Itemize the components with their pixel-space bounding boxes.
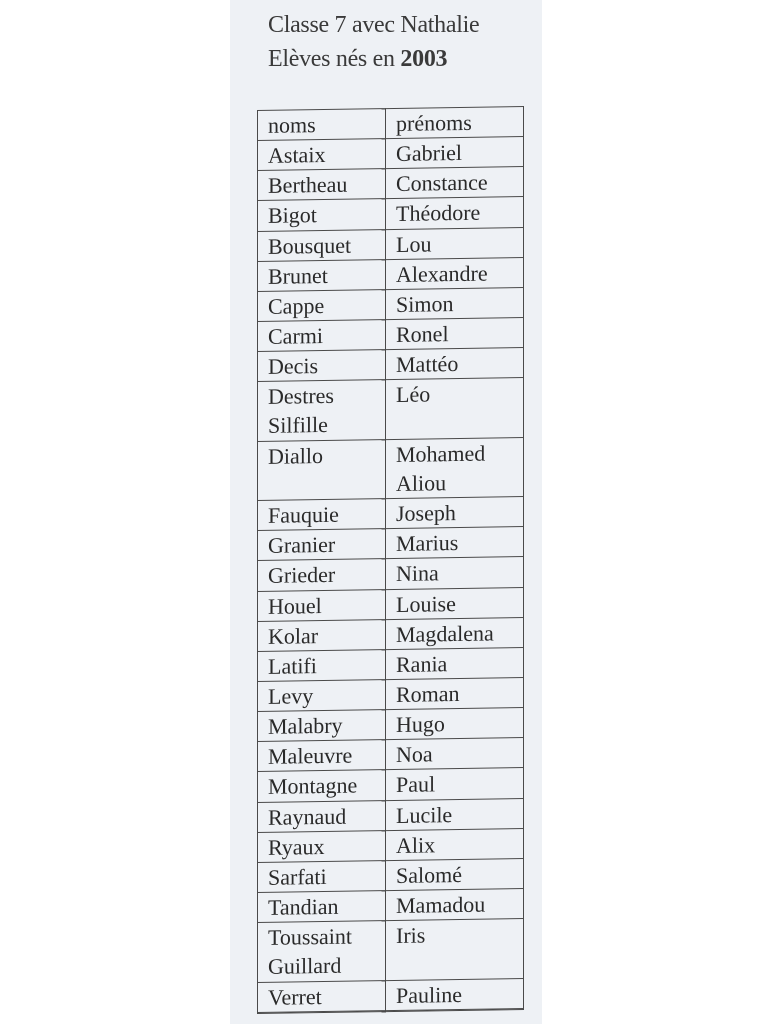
student-last-name: Fauquie — [258, 499, 386, 531]
student-first-name: Constance — [386, 167, 524, 199]
student-last-name: Diallo — [258, 439, 386, 500]
table-row — [258, 738, 524, 772]
table-row — [258, 318, 524, 352]
table-row — [258, 257, 524, 291]
table-row — [258, 137, 524, 171]
student-last-name: Granier — [258, 529, 386, 561]
student-first-name: Théodore — [386, 197, 524, 229]
student-last-name: Latifi — [258, 649, 386, 681]
student-last-name: Maleuvre — [258, 740, 386, 772]
table-row — [258, 768, 524, 802]
table-row — [258, 708, 524, 742]
student-last-name: Toussaint Guillard — [258, 921, 386, 982]
table-row — [258, 978, 524, 1012]
student-first-name: Mohamed Aliou — [386, 437, 524, 498]
student-first-name: Mattéo — [386, 348, 524, 380]
student-last-name: Bertheau — [258, 169, 386, 201]
student-first-name: Ronel — [386, 318, 524, 350]
table-row — [258, 587, 524, 621]
student-last-name: Astaix — [258, 139, 386, 171]
table-row — [258, 287, 524, 321]
table-row — [258, 919, 524, 982]
student-first-name: Paul — [386, 768, 524, 800]
table-row — [258, 617, 524, 651]
student-first-name: Pauline — [386, 978, 524, 1010]
student-last-name: Decis — [258, 350, 386, 382]
table-row — [258, 798, 524, 832]
student-last-name: Grieder — [258, 559, 386, 591]
table-row — [258, 437, 524, 500]
student-last-name: Tandian — [258, 891, 386, 923]
student-last-name: Verret — [258, 980, 386, 1012]
student-last-name: Sarfati — [258, 861, 386, 893]
subtitle-text: Elèves nés en — [268, 46, 401, 72]
student-last-name: Destres Silfille — [258, 380, 386, 441]
student-last-name: Bigot — [258, 199, 386, 231]
student-first-name: Nina — [386, 557, 524, 589]
student-last-name: Levy — [258, 680, 386, 712]
table-header-row — [258, 107, 524, 141]
student-first-name: Magdalena — [386, 617, 524, 649]
student-last-name: Brunet — [258, 259, 386, 291]
table-row — [258, 647, 524, 681]
student-first-name: Mamadou — [386, 889, 524, 921]
student-last-name: Malabry — [258, 710, 386, 742]
student-first-name: Roman — [386, 678, 524, 710]
table-row — [258, 678, 524, 712]
student-last-name: Kolar — [258, 619, 386, 651]
student-first-name: Marius — [386, 527, 524, 559]
student-last-name: Cappe — [258, 290, 386, 322]
student-first-name: Hugo — [386, 708, 524, 740]
table-row — [258, 889, 524, 923]
student-first-name: Rania — [386, 647, 524, 679]
student-last-name: Carmi — [258, 320, 386, 352]
student-first-name: Iris — [386, 919, 524, 980]
student-table — [257, 106, 524, 1014]
student-first-name: Alexandre — [386, 257, 524, 289]
page-title: Classe 7 avec Nathalie — [268, 12, 480, 38]
student-first-name: Gabriel — [386, 137, 524, 169]
table-row — [258, 197, 524, 231]
student-first-name: Louise — [386, 587, 524, 619]
table-row — [258, 527, 524, 561]
student-first-name: Lou — [386, 227, 524, 259]
table-row — [258, 497, 524, 531]
student-first-name: Simon — [386, 287, 524, 319]
column-header-prenoms: prénoms — [386, 107, 524, 139]
table-row — [258, 557, 524, 591]
student-last-name: Houel — [258, 589, 386, 621]
table-row — [258, 858, 524, 892]
student-first-name: Joseph — [386, 497, 524, 529]
student-first-name: Noa — [386, 738, 524, 770]
student-last-name: Ryaux — [258, 830, 386, 862]
student-first-name: Salomé — [386, 858, 524, 890]
table-row — [258, 348, 524, 382]
student-table-body — [258, 107, 524, 1014]
student-first-name: Léo — [386, 378, 524, 439]
table-row — [258, 378, 524, 441]
student-last-name: Raynaud — [258, 800, 386, 832]
page-subtitle — [268, 46, 447, 73]
table-row — [258, 828, 524, 862]
student-last-name: Bousquet — [258, 229, 386, 261]
birth-year: 2003 — [400, 46, 448, 72]
column-header-noms: noms — [258, 109, 386, 141]
table-row — [258, 227, 524, 261]
table-row — [258, 167, 524, 201]
student-first-name: Lucile — [386, 798, 524, 830]
student-first-name: Alix — [386, 828, 524, 860]
student-last-name: Montagne — [258, 770, 386, 802]
